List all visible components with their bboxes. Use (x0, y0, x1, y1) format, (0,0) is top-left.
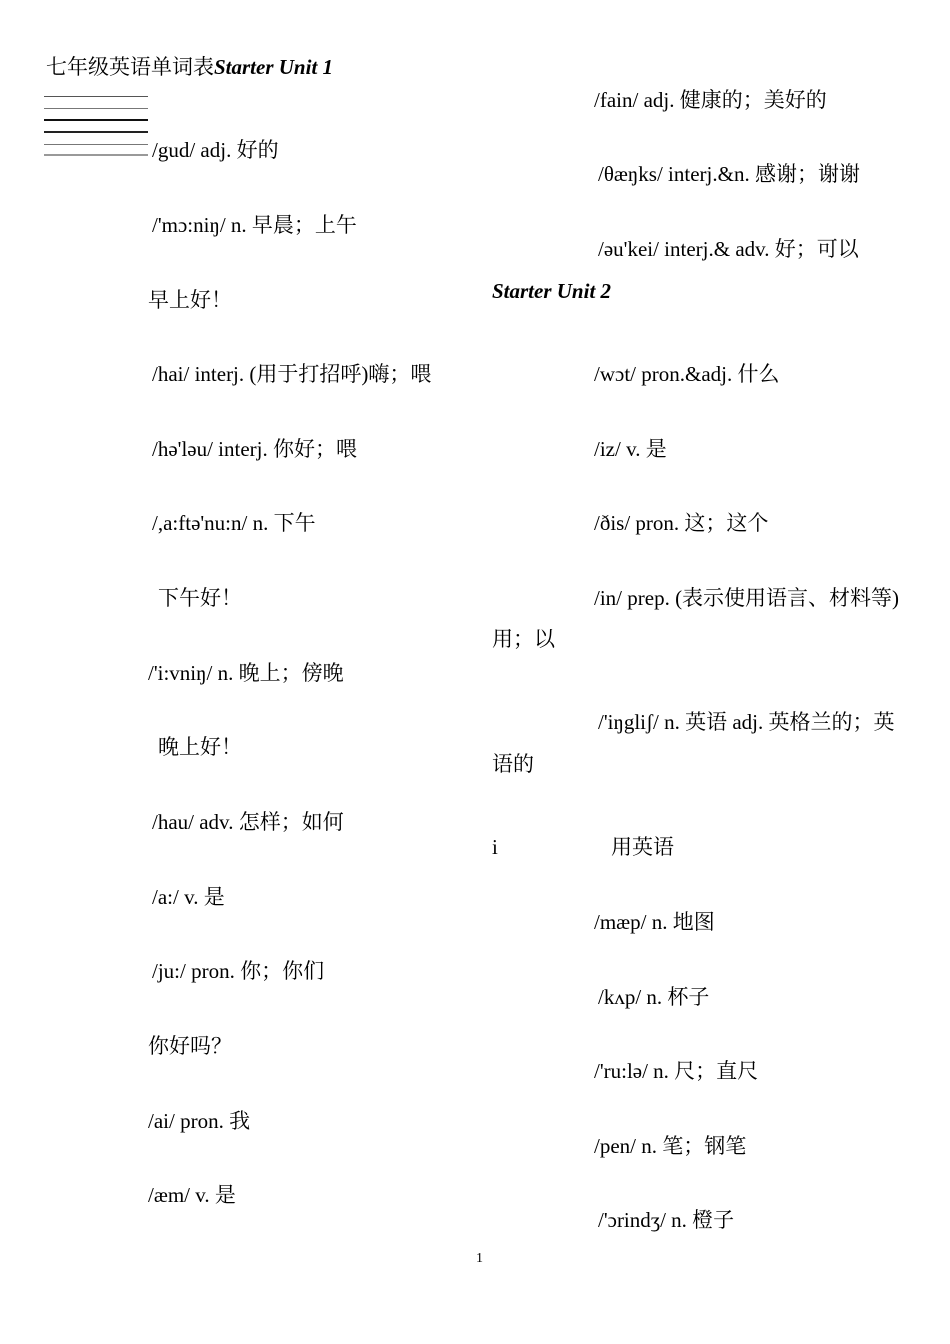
vocab-entry: /,a:ftə'nu:n/ n. 下午 (152, 511, 316, 535)
vocab-entry: /'mɔ:niŋ/ n. 早晨；上午 (152, 213, 357, 237)
vocab-entry: /hai/ interj. (用于打招呼)嗨；喂 (152, 362, 432, 386)
unit-2-heading: Starter Unit 2 (492, 279, 612, 303)
vocab-entry: /θæŋks/ interj.&n. 感谢；谢谢 (598, 162, 860, 186)
vocab-entry: /mæp/ n. 地图 (594, 910, 715, 934)
vocab-entry: 早上好！ (148, 288, 232, 312)
vocab-entry: 用英语 (611, 835, 674, 859)
vocab-entry: /'ɔrindʒ/ n. 橙子 (598, 1208, 735, 1232)
vocab-entry: /əu'kei/ interj.& adv. 好；可以 (598, 237, 859, 261)
vocab-entry-continuation: 用；以 (492, 627, 555, 651)
vocab-entry: /'i:vniŋ/ n. 晚上；傍晚 (148, 661, 344, 685)
vocab-entry: 下午好！ (158, 586, 242, 610)
vocab-entry: /ðis/ pron. 这；这个 (594, 511, 769, 535)
page-heading (46, 54, 333, 80)
vocab-entry-continuation: 语的 (492, 752, 534, 776)
vocab-entry: /hau/ adv. 怎样；如何 (152, 810, 344, 834)
vocab-entry: /kʌp/ n. 杯子 (598, 985, 710, 1009)
vocab-entry: /'iŋgliʃ/ n. 英语 adj. 英格兰的；英 (598, 710, 895, 734)
vocab-entry: /'ru:lə/ n. 尺；直尺 (594, 1059, 759, 1083)
vocab-entry: /iz/ v. 是 (594, 437, 667, 461)
page-number: 1 (476, 1251, 483, 1266)
vocab-entry: /æm/ v. 是 (148, 1183, 236, 1207)
heading-title: 七年级英语单词表 (46, 55, 214, 79)
vocab-entry-letter: i (492, 835, 498, 859)
vocab-entry: /fain/ adj. 健康的；美好的 (594, 88, 827, 112)
vocab-entry: /in/ prep. (表示使用语言、材料等) (594, 586, 900, 610)
vocab-entry: /pen/ n. 笔；钢笔 (594, 1134, 747, 1158)
vocab-entry: /ju:/ pron. 你；你们 (152, 959, 325, 983)
vocab-entry: /hə'ləu/ interj. 你好；喂 (152, 437, 357, 461)
vocab-entry: 晚上好！ (158, 735, 242, 759)
vocab-entry: /wɔt/ pron.&adj. 什么 (594, 362, 780, 386)
vocab-entry: 你好吗？ (148, 1034, 232, 1058)
ruled-lines-graphic (44, 96, 148, 160)
heading-unit-1: Starter Unit 1 (214, 55, 334, 79)
vocab-entry: /gud/ adj. 好的 (152, 138, 279, 162)
vocab-entry: /ai/ pron. 我 (148, 1109, 251, 1133)
vocab-entry: /a:/ v. 是 (152, 885, 225, 909)
